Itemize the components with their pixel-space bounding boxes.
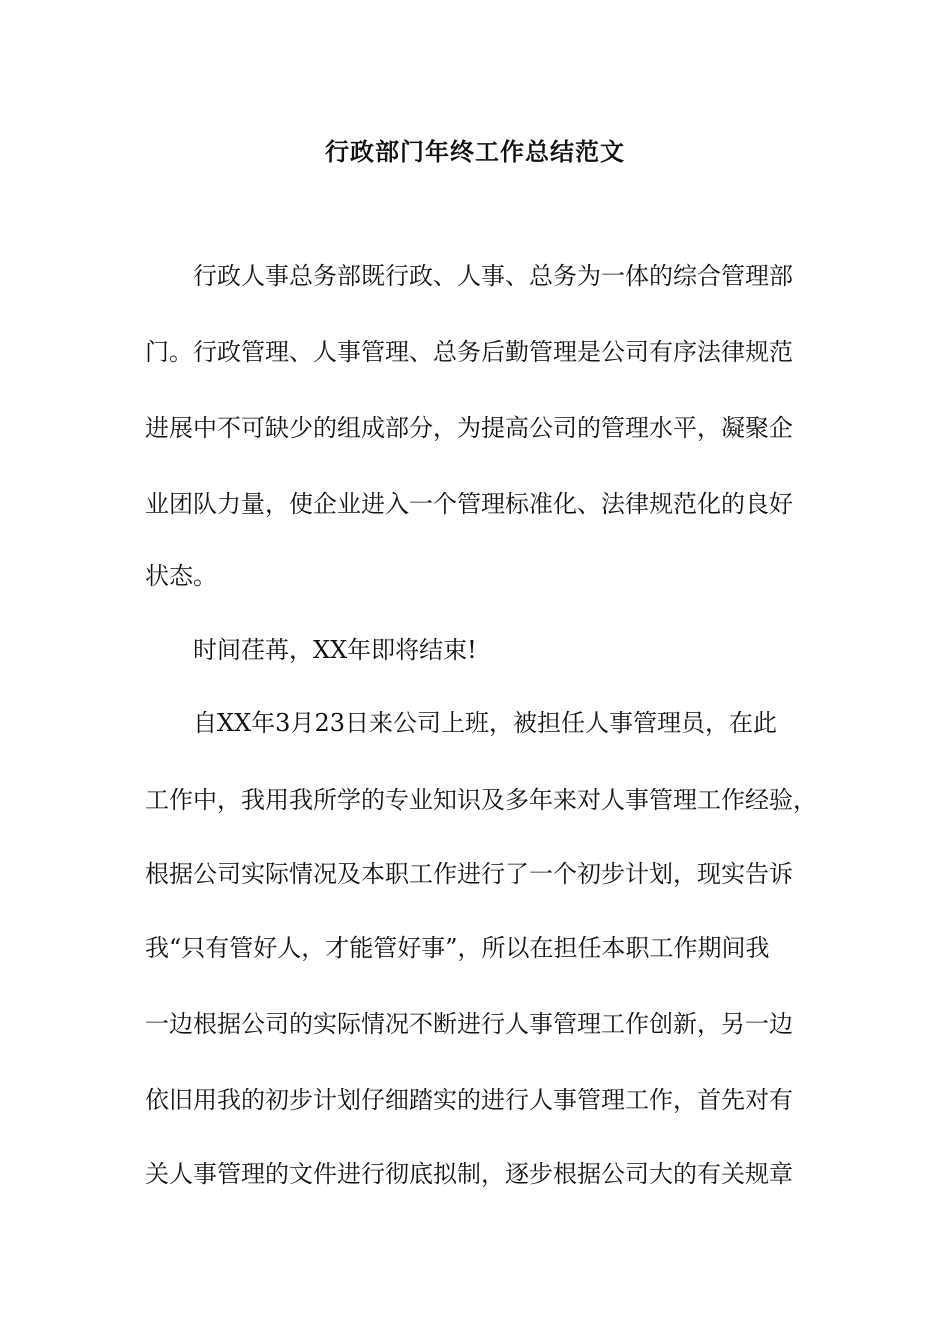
paragraph-line: 业团队力量，使企业进入一个管理标准化、法律规范化的良好 bbox=[145, 490, 793, 518]
paragraph-line: 门。行政管理、人事管理、总务后勤管理是公司有序法律规范 bbox=[145, 338, 793, 366]
paragraph-line: 我“只有管好人，才能管好事”，所以在担任本职工作期间我 bbox=[145, 934, 770, 962]
paragraph-line: 自XX年3月23日来公司上班，被担任人事管理员，在此 bbox=[193, 709, 777, 737]
paragraph-line: 关人事管理的文件进行彻底拟制，逐步根据公司大的有关规章 bbox=[145, 1160, 793, 1188]
paragraph-line: 时间荏苒，XX年即将结束! bbox=[193, 636, 477, 664]
paragraph-line: 依旧用我的初步计划仔细踏实的进行人事管理工作，首先对有 bbox=[145, 1086, 793, 1114]
paragraph-line: 工作中，我用我所学的专业知识及多年来对人事管理工作经验， bbox=[145, 786, 817, 814]
paragraph-line: 行政人事总务部既行政、人事、总务为一体的综合管理部 bbox=[193, 262, 793, 290]
paragraph-line: 一边根据公司的实际情况不断进行人事管理工作创新，另一边 bbox=[145, 1010, 793, 1038]
paragraph-line: 状态。 bbox=[145, 562, 217, 590]
paragraph-line: 根据公司实际情况及本职工作进行了一个初步计划，现实告诉 bbox=[145, 860, 793, 888]
paragraph-line: 进展中不可缺少的组成部分，为提高公司的管理水平，凝聚企 bbox=[145, 414, 793, 442]
document-title: 行政部门年终工作总结范文 bbox=[325, 138, 625, 166]
